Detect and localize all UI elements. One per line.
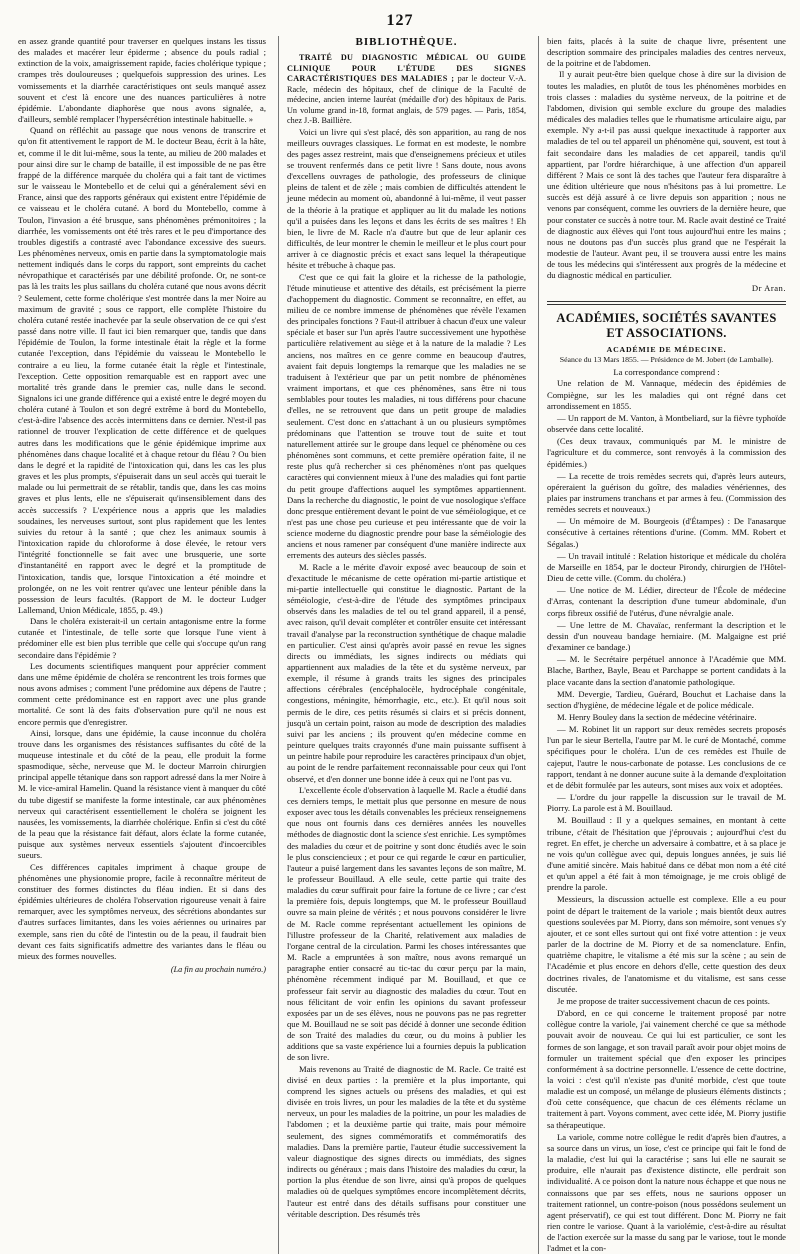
article-header: [287, 53, 526, 127]
paragraph: en assez grande quantité pour traverser en quelques instans les tissus des malades et macérer leur épiderme ; absence du pouls radial ; extinction de la voix, amaigrissement rapide, facies cholérique typique ; crampes très douloureuses ; quelquefois suppression des urines. Les vomissements et la diarrhée caractéristiques ont seuls manqué assez souvent et c'est là encore une des nuances particulières à notre épidémie. L'abondante diaphorèse que nous avons signalée, a, d'ailleurs, semblé remplacer l'hypersécrétion intestinale habituelle. »: [18, 36, 266, 125]
list-item: — M. le Secrétaire perpétuel annonce à l'Académie que MM. Blache, Barthez, Bayle, Beau et Parchappe se portent candidats à la place vacante dans la section d'anatomie pathologique.: [547, 654, 786, 687]
paragraph: Mais revenons au Traité de diagnostic de M. Racle. Ce traité est divisé en deux parties : la première et la plus importante, qui comprend les signes actuels ou présens des maladies, et qui est divisée en trois livres, un pour les maladies de la tête et du système nerveux, un pour les maladies de la poitrine, un pour les maladies de l'abdomen ; et la deuxième partie qui traite, mais pour mémoire seulement, des signes commémoratifs et commémoratifs des maladies. Dans la première partie, l'auteur étudie successivement la valeur diagnostique des signes directs ou immédiats, des signes indirects ou généraux ; mais dans l'histoire des maladies du cœur, la portion la plus étendue de son livre, ainsi qu'à propos de quelques maladies où de quelques symptômes encore incomplètement décrits, l'auteur est entré dans des détails suffisans pour constituer une véritable description. Des résumés très: [287, 1063, 526, 1219]
divider: [547, 304, 786, 305]
list-item: — La recette de trois remèdes secrets qui, d'après leurs auteurs, opéreraient la guérison du goître, des maladies vénériennes, des plaies par instrumens tranchans et par armes à feu. (Commission des remèdes secrets et nouveaux.): [547, 470, 786, 515]
article-details: par le docteur V.-A. Racle, médecin des hôpitaux, chef de clinique de la Faculté de médecine, ancien interne lauréat (médaille d'or) des hôpitaux de Paris. Un volume grand in-18, format anglais, de 579 pages. — Paris, 1854, chez J.-B. Baillière.: [287, 74, 527, 125]
paragraph: L'excellente école d'observation à laquelle M. Racle a étudié dans ces derniers temps, le mettait plus que personne en mesure de nous exposer avec tous les détails convenables les précieux renseignemens que nous ont fournis dans ces dernières années les nouvelles méthodes de diagnostic dont la science s'est enrichie. Les symptômes des maladies du cœur et de poitrine y sont donc étudiés avec le soin le plus consciencieux ; et pour ce qui regarde le cœur en particulier, l'auteur a puisé largement dans les savantes leçons de son maître, M. le professeur Bouillaud. A elle seule, cette partie qui traite des maladies du cœur suffirait pour faire la fortune de ce livre ; car c'est la première fois, depuis longtemps, que M. le professeur Bouillaud ouvre sa main pleine de vérités ; et nous pouvons considérer le livre de M. Racle comme représentant actuellement les opinions de l'illustre professeur de la Charité, relativement aux maladies de l'organe central de la circulation. Parmi les choses intéressantes que M. Racle a empruntées à son maître, nous avons remarqué un paragraphe entier consacré au tic-tac du cœur perçu par la main, phénomène récemment indiqué par M. Bouillaud, et que ce professeur fait servir au diagnostic des maladies du cœur. Tout en nous félicitant de voir enfin les opinions du savant professeur exposées par un de ses élèves, nous ne pouvons pas ne pas regretter que M. Bouillaud ne se soit pas décidé à donner une seconde édition de son Traité des maladies du cœur, ou du moins à publier les additions que sa vaste expérience lui a fournies depuis la publication de son livre.: [287, 784, 526, 1063]
list-item: MM. Devergie, Tardieu, Guérard, Bouchut et Lachaise dans la section d'hygiène, de médecine légale et de police médicale.: [547, 688, 786, 710]
list-item: — Un travail intitulé : Relation historique et médicale du choléra de Marseille en 1854, par le docteur Pirondy, chirurgien de l'Hôtel-Dieu de cette ville. (Comm. du choléra.): [547, 550, 786, 584]
list-item: Messieurs, la discussion actuelle est complexe. Elle a eu pour point de départ le traitement de la variole ; mais bientôt deux autres questions soulevées par M. Piorry, dans son mémoire, sont venues s'y ajouter, et ce sont elles surtout qui ont fixé votre attention : je veux parler de la doctrine de M. Piorry et de sa nomenclature. Enfin, quatrième chapitre, le vitalisme a été mis sur la scène ; au sein de l'Académie et plus encore en dehors d'elle, cette question des deux doctrines rivales, de l'anatomisme et du vitalisme, est sans cesse discutée.: [547, 894, 786, 994]
list-item: — Un rapport de M. Vanton, à Montbeliard, sur la fièvre typhoïde observée dans cette localité.: [547, 412, 786, 435]
list-item: (Ces deux travaux, communiqués par M. le ministre de l'agriculture et du commerce, sont renvoyés à la commission des épidémies.): [547, 436, 786, 469]
paragraph: bien faits, placés à la suite de chaque livre, présentent une description sommaire des principales maladies des centres nerveux, de la poitrine et de l'abdomen.: [547, 36, 786, 69]
list-item: M. Henry Bouley dans la section de médecine vétérinaire.: [557, 711, 757, 722]
list-item: Je me propose de traiter successivement chacun de ces points.: [557, 995, 770, 1006]
paragraph: Ainsi, lorsque, dans une épidémie, la cause inconnue du choléra trouve dans les organismes des résistances suffisantes du côté de la muqueuse intestinale et du côté de la peau, elle produit la forme spasmodique, sèche, nerveuse que M. le docteur Marroin chirurgien principal appelle tétanique dans son rapport adressé dans la mer Noire à M. le vice-amiral Hamelin. Quand la résistance vient à manquer du côté du tube digestif se manifeste la forme intestinale, car aux phénomènes nerveux qui caractérisent essentiellement le choléra se joignent les nausées, les vomissements, la diarrhée cholérique. Enfin si c'est du côté de la peau que la résistance fait défaut, alors éclate la forme cutanée, puisque aux systèmes nerveux essentiels s'ajoutent d'incoercibles sueurs.: [18, 727, 266, 861]
list-item: — Une notice de M. Lédier, directeur de l'École de médecine d'Arras, contenant la description d'une tumeur abdominale, d'un corps fibreux ossifié de l'utérus, d'une névralgie anale.: [547, 585, 786, 618]
academy-heading: ACADÉMIE DE MÉDECINE.: [606, 345, 727, 355]
paragraph: Quand on réfléchit au passage que nous venons de transcrire et qu'on fit attentivement le rapport de M. le docteur Beau, écrit à la hâte, et, comme il le dit lui-même, sous la tente, au milieu de 200 malades et pour ainsi dire sur le champ de bataille, il est impossible de ne pas être frappé de la différence marquée du choléra qui a fait tant de victimes sur le vaisseau le Montebello et de celui qui a généralement sévi en France, ainsi que des rapports généraux qui existent entre l'épidémie de ce vaisseau et le choléra cutané. A bord du Montebello, comme à Toulon, l'invasion a été brusque, sans phénomènes prémonitoires ; la diarrhée, les vomissements ont été très rares et le peu d'importance des troubles digestifs a contrasté avec l'abondance excessive des sueurs. Les phénomènes nerveux, omis en partie dans la symptomatologie mais nettement indiqués dans le corps du rapport, sont empreints du cachet névropathique et caractérisés par une débilité profonde. Or, ne sont-ce pas là les traits les plus saillans du choléra cutané que nous avons décrit ? Seulement, cette forme cholérique s'est montrée dans la mer Noire au maximum de gravité ; sous ce rapport, elle complète l'histoire du choléra cutané restée inachevée par la seule observation de ce qui s'est passé dans notre ville. Il faut ici bien remarquer que, tandis que dans l'épidémie de Toulon, la forme intestinale était la règle et la forme cutanée l'exception, dans l'épidémie du vaisseau le Montebello le contraire a eu lieu, la forme cutanée était la règle et l'intestinale, l'exception. Cette opposition remarquable est en rapport avec une mortalité très grande dans le premier cas, nulle dans le second. Signalons ici une grande différence qui a existé entre le degré moyen du choléra cutané à Toulon et son degré extrême à bord du Montebello, c'est-à-dire l'absence des accès intermittens dans ce dernier. N'est-il pas rationnel de trouver l'explication de cette différence et de quelques autres dans les modifications que le génie épidémique imprime aux phénomènes dans chaque localité et à chaque retour du fléau ? Ou bien dans le degré et la rapidité de l'intoxication qui, dans les cas les plus graves et les plus prompts, s'épuiserait dans un seul accès qui tuerait le malade ou lui permettrait de se rétablir, tandis que, dans les cas moins graves et plus lents, elle ne s'épuiserait qu'insensiblement dans des accès successifs ? L'expérience nous a appris que les maladies soudaines, les nerveuses surtout, sont plus rapidement que les lentes suivies du retour à la santé ; que chez les animaux soumis à l'intoxication rapide du chloroforme à dose élevée, le retour vers l'intégrité fonctionnelle se fait avec une brusquerie, une sorte d'instantanéité en rapport avec le degré et la promptitude de l'intoxication, tandis que, lorsque l'intoxication a été moindre et prolongée, on ne les voit rentrer qu'avec une lenteur pénible dans la possession de leurs facultés. (Rapport de M. le docteur Ludger Lallemand, Union Médicale, 1855, p. 49.): [18, 125, 267, 615]
list-item: — M. Robinet lit un rapport sur deux remèdes secrets proposés l'un par le sieur Bertella, l'autre par M. le curé de Montaché, comme spécifiques pour le choléra. L'un de ces remèdes est l'huile de cajeput, l'autre le nous-carbonate de potasse. Les conclusions de ce rapport, tendant à ne donner aucune suite à la demande d'exploitation et de débit formulée par les auteurs, sont mises aux voix et adoptées.: [547, 724, 786, 790]
paragraph: Voici un livre qui s'est placé, dès son apparition, au rang de nos meilleurs ouvrages classiques. Le format en est modeste, le nombre des pages assez restreint, mais que d'enseignemens précieux et utiles se trouvent renfermés dans ce petit livre ! Sans doute, nous avons d'excellens ouvrages de pathologie, des professeurs de clinique pleins de talent et de zèle ; mais combien de difficultés attendent le jeune médecin au moment où, abandonné à lui-même, il veut passer de la théorie à la pratique et appliquer au lit du malade les notions qu'il a puisées dans les leçons et dans les écrits de ses maîtres ! Eh bien, le livre de M. Racle n'a d'autre but que de leur aplanir ces difficultés, de leur montrer le chemin le meilleur et le plus court pour arriver à ce diagnostic précis et exact sans lequel la thérapeutique hésite et trébuche à chaque pas.: [287, 126, 526, 271]
list-item: — L'ordre du jour rappelle la discussion sur le travail de M. Piorry. La parole est à M. Bouillaud.: [547, 792, 786, 814]
paragraph: Ces différences capitales impriment à chaque groupe de phénomènes une physionomie propre, facile à reconnaître mériteut de constituer des formes distinctes du fléau indien. Et si dans des épidémies ultérieures de choléra l'observation rigoureuse venait à faire remarquer, avec les symptômes nerveux, des sécrétions abondantes sur d'autres surfaces limitantes, dans les voies aériennes ou urinaires par exemple, sans rien du côté de l'intestin ou de la peau, il faudrait bien devant ces faits significatifs admettre des variantes dans le fléau ou mieux des formes nouvelles.: [18, 861, 266, 961]
column-right: [538, 36, 786, 1254]
list-item: M. Bouillaud : Il y a quelques semaines, en montant à cette tribune, c'était de l'hésitation que j'éprouvais ; aujourd'hui c'est du regret. En effet, je cherche un adversaire à combattre, et à sa place je ne vois qu'un collègue avec qui, depuis longues années, je suis lié d'une amitié sincère. Mais habitué dans ce débat mon nom a été cité et qu'un appel a été fait à mon témoignage, je me crois obligé de prendre la parole.: [547, 815, 786, 893]
paragraph: Les documents scientifiques manquent pour apprécier comment dans une même épidémie de choléra se rencontrent les trois formes que nous avons admises ; comment l'une prédomine aux dépens de l'autre ; comment cette prédominance est en rapport avec une plus grande mortalité. Ce sont là des faits d'observation pure qu'il ne nous est encore permis que d'enregistrer.: [18, 660, 266, 727]
page-number: 127: [386, 12, 414, 29]
continuation-note: (La fin au prochain numéro.): [170, 964, 266, 974]
article-title: TRAITÉ DU DIAGNOSTIC MÉDICAL OU GUIDE CLINIQUE POUR L'ÉTUDE DES SIGNES CARACTÉRISTIQUES DES MALADIES ;: [287, 53, 526, 83]
list-item: — Une lettre de M. Chavaïac, renfermant la description et le dessin d'un nouveau bandage herniaire. (M. Malgaigne est prié d'examiner ce bandage.): [547, 619, 786, 653]
section-title: BIBLIOTHÈQUE.: [355, 36, 458, 48]
column-left: [18, 36, 266, 1254]
meeting-line: Séance du 13 Mars 1855. — Présidence de M. Jobert (de Lamballe).: [559, 355, 774, 365]
list-item: — Un mémoire de M. Bourgeois (d'Étampes) : De l'anasarque consécutive à certaines rétentions d'urine. (Comm. MM. Robert et Ségalas.): [547, 516, 786, 549]
list-item: La variole, comme notre collègue le redit d'après bien d'autres, a sa source dans un virus, un ïose, c'est ce principe qui fait le fond de la maladie, c'est lui qui la caractérise ; sans lui elle ne saurait se produire, elle n'aurait pas d'existence distincte, elle perdrait son individualité. A ce poison dont la nature nous échappe et que nous ne connaissons que par ses effets, nous ne saurions opposer un traitement rationnel, un contre-poison (nous possédons seulement un agent préservatif), ce qui est tout différent. Donc M. Piorry ne fait rien contre le variose. Quant à la variolémie, c'est-à-dire au résultat de l'action exercée sur la masse du sang par le variose, tout le monde l'admet et la con-: [547, 1131, 786, 1254]
correspondance-heading: La correspondance comprend :: [613, 367, 720, 378]
section-title-academies: ACADÉMIES, SOCIÉTÉS SAVANTES ET ASSOCIATIONS.: [556, 311, 777, 341]
signature: Dr Aran.: [751, 283, 786, 294]
columns: [18, 36, 786, 1254]
list-item: D'abord, en ce qui concerne le traitement proposé par notre collègue contre la variole, j'ai vainement cherché ce que sa méthode pouvait avoir de nouveau. Ce qui lui est particulier, ce sont les formes de son langage, et son travail paraît avoir pour objet moins de formuler un traitement spécial que d'en exposer les principes conformément à sa doctrine personnelle. L'essence de cette doctrine, la voici : c'est qu'il n'existe pas d'unité morbide, c'est que toute maladie est un composé, un mélange de plusieurs éléments distincts ; d'où cette conséquence, que chacun de ces éléments réclame un traitement à part. Voyons comment, avec cette idée, M. Piorry justifie sa thérapeutique.: [547, 1008, 786, 1130]
paragraph: C'est que ce qui fait la gloire et la richesse de la pathologie, l'étude minutieuse et attentive des détails, est précisément la pierre d'achoppement du diagnostic. Comment se reconnaître, en effet, au milieu de ce nombre immense de phénomènes que révèle l'examen des principales fonctions ? Faut-il attribuer à chacun d'eux une valeur spéciale et baser sur l'un après l'autre successivement une hypothèse particulière relativement au siège et à la nature de la maladie ? Les anciens, nos maîtres en ce genre comme en beaucoup d'autres, avaient fait depuis longtemps la remarque que les maladies ne se traduisent à l'extérieur que par un petit nombre de phénomènes vraiment importans, et que ces phénomènes, sans être ni tous semblables pour toutes les maladies, ni tous différens pour chacune d'elles, ne se retrouvent que dans un petit groupe de maladies seulement. C'est donc en s'attachant à un ou plusieurs symptômes prédominans que l'attention se trouve tout de suite et tout naturellement attirée sur le groupe dans lequel ce phénomène ou ces phénomènes sont communs, et cette première opération faite, il ne reste plus qu'à rechercher si ces phénomènes n'ont pas quelques caractères qui conviennent mieux à l'une des maladies qui font partie du petit groupe d'affections auquel les symptômes appartiennent. Dans la recherche du diagnostic, le point de vue nosologique s'efface donc presque entièrement devant le point de vue séméiologique, et ce n'est pas une chose peu curieuse et peu intéressante que de voir la science moderne du diagnostic prendre pour base la séméiologie des anciens et nous ramener par conséquent d'une manière indirecte aux errements des auteurs des siècles passés.: [287, 271, 526, 561]
list-item: Une relation de M. Vannaque, médecin des épidémies de Compiègne, sur les les maladies qui ont régné dans cet arrondissement en 1855.: [547, 378, 786, 411]
divider: [547, 301, 786, 302]
column-middle: [278, 36, 526, 1254]
paragraph: M. Racle a le mérite d'avoir exposé avec beaucoup de soin et d'exactitude le mécanisme de cette opération mi-partie artistique et mi-partie intellectuelle qui constitue le diagnostic. Partant de la séméiologie, c'est-à-dire de l'étude des symptômes principaux observés dans les maladies de tel ou tel grand appareil, il a pensé, avec raison, qu'il devait compléter et contrôler ensuite cet intéressant travail d'analyse par la reconstruction synthétique de chaque maladie en particulier. C'est ainsi qu'après avoir passé en revue les signes directs ou immédiats, les signes indirects ou médiats qui appartiennent aux maladies de la tête et du système nerveux, par exemple, il résume à grands traits les signes des principales affections cérébrales (encéphalocèle, hydrocéphale congénitale, congestions, méningite, hémorrhagie, etc., etc.). Et qu'il nous soit permis de le dire, ces petits résumés si clairs et si précis donnent, jusqu'à un certain point, raison au mode de description des maladies suivi par les anciens ; ils prouvent qu'en médecine comme en peinture quelques traits crayonnés d'une main puissante suffisent à un peintre habile pour reproduire les caractères principaux d'un objet, au point de le rendre parfaitement reconnaissable pour ceux qui l'ont observé, et d'en donner une bonne idée à ceux qui ne l'ont pas vu.: [287, 561, 526, 784]
paragraph: Dans le choléra existerait-il un certain antagonisme entre la forme cutanée et l'intestinale, de telle sorte que lorsque l'une vient à prédominer elle est bien plus terrible que celle qui s'occupe qu'un rang secondaire dans l'épidémie ?: [18, 616, 266, 660]
paragraph: Il y aurait peut-être bien quelque chose à dire sur la division de toutes les maladies, en plutôt de tous les phénomènes morbides en trois classes : maladies du système nerveux, de la poitrine et de l'abdomen, division qui semble exclure du groupe des maladies médicales des maladies telles que le rhumatisme articulaire aigu, par exemple. N'y a-t-il pas aussi quelque inexactitude à rapporter aux maladies de tel ou tel appareil un phénomène qui, souvent, est tout à fait secondaire dans les maladies de cet appareil, tandis qu'il appartient, par l'ordre hiérarchique, à une affection d'un appareil différent ? Mais ce sont là des taches que l'auteur fera disparaître à une édition ultérieure que nous n'hésitons pas à lui promettre. Le succès est déjà assuré à ce livre depuis son apparition ; nous ne venons par conséquent, comme les ouvriers de la dernière heure, que pour constater ce succès à notre tour. M. Racle avait destiné ce Traité de diagnostic aux élèves qui l'ont tous aujourd'hui entre les mains ; nous ne doutons pas d'un succès plus grand que ne l'espérait la modestie de l'auteur. Avant peu, il se trouvera aussi entre les mains de tous les médecins qui s'intéressent aux progrès de la médecine et du diagnostic médical en particulier.: [547, 69, 786, 281]
